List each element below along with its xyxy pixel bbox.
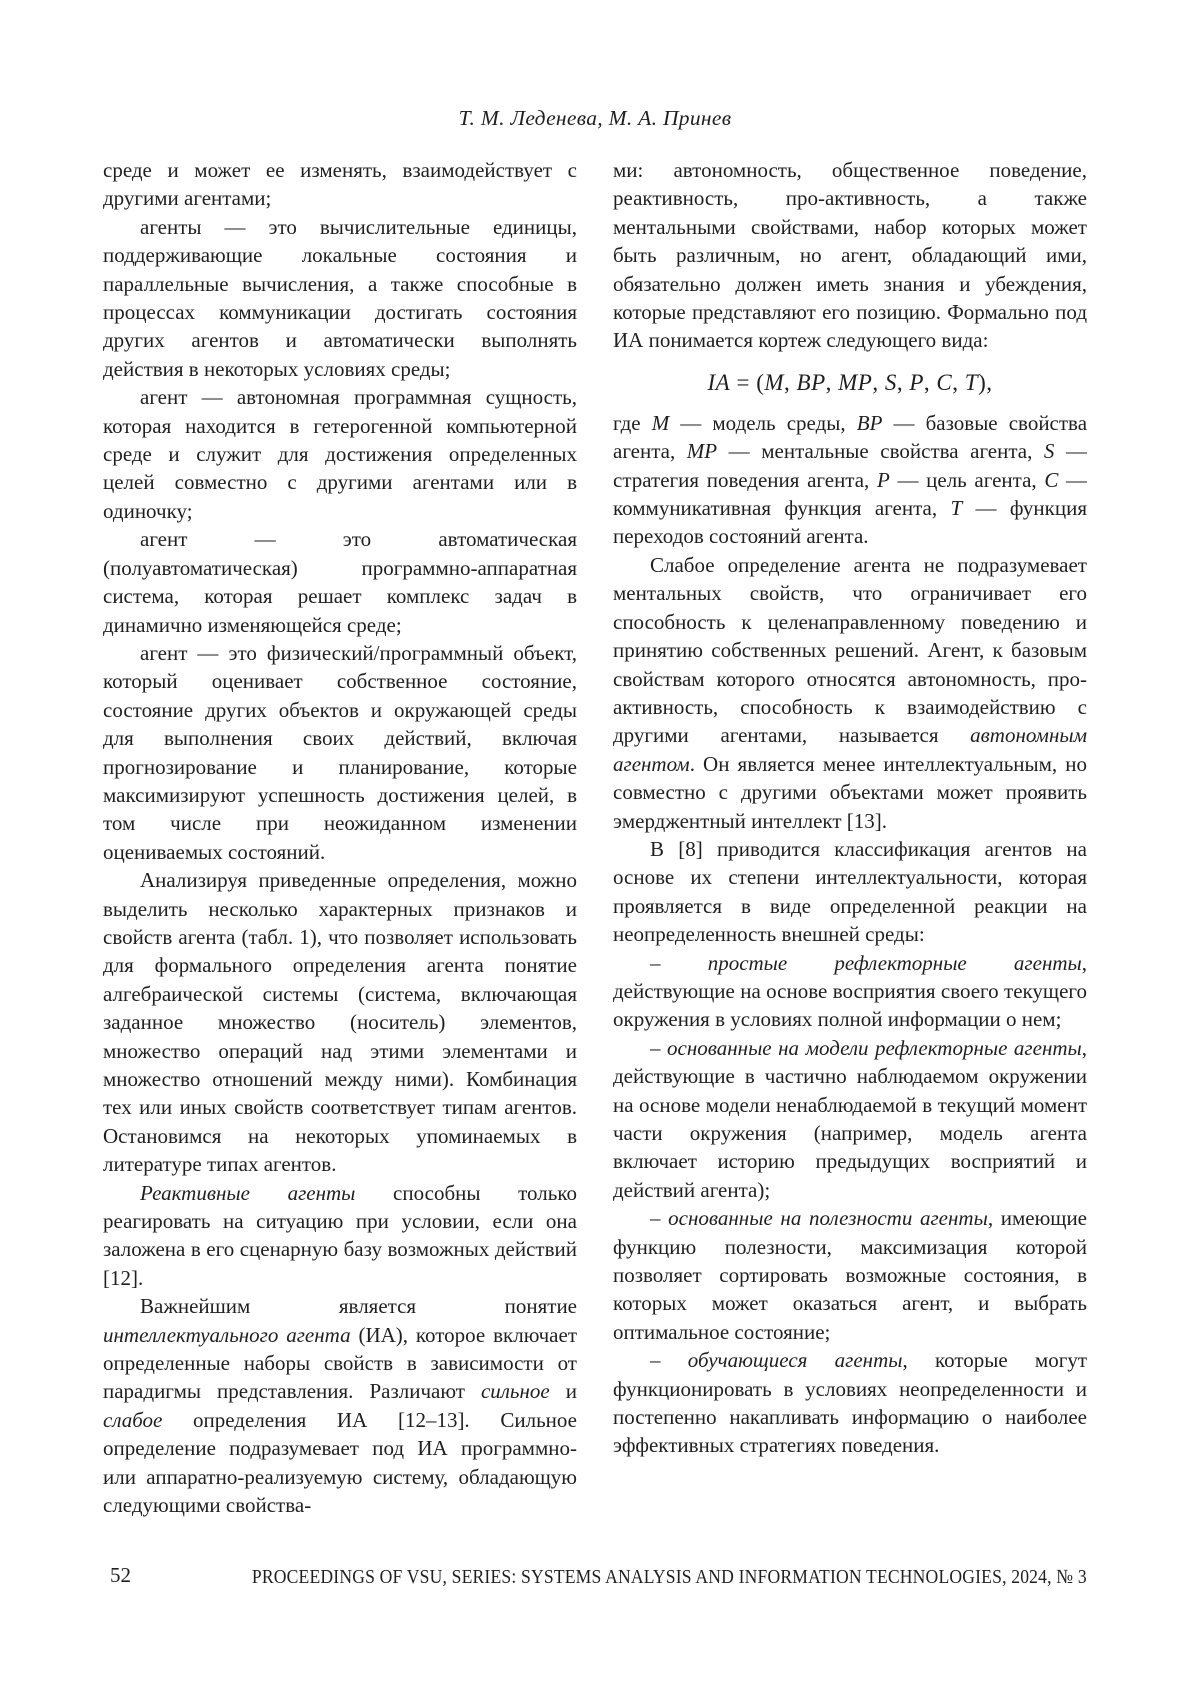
- left-column: [103, 156, 577, 1538]
- text-run: — функция переходов состояний агента.: [613, 496, 1087, 549]
- italic-text-run: MP: [838, 369, 873, 395]
- two-column-text-block: [103, 156, 1087, 1538]
- italic-text-run: S: [1043, 439, 1055, 464]
- italic-text-run: сильное: [480, 1379, 550, 1404]
- text-run: определения ИА [12–13]. Сильное определение подразумевает под ИА программно- или аппаратно-реализуемую систему, обладающую следующими свойства-: [103, 1407, 577, 1518]
- paragraph: [613, 1204, 1087, 1346]
- italic-text-run: основанные на модели рефлекторные агенты: [667, 1035, 1082, 1060]
- italic-text-run: P: [876, 467, 890, 492]
- text-run: ,: [923, 369, 937, 395]
- paragraph: [103, 866, 577, 1178]
- text-run: В [8] приводится классификация агентов на основе их степени интеллектуальности, которая проявляется в виде определенной реакции на неопределенность внешней среды:: [613, 836, 1087, 947]
- paragraph: [103, 1179, 577, 1293]
- text-run: , действующие в частично наблюдаемом окружении на основе модели ненаблюдаемой в текущий момент части окружения (например, модель агента включает историю предыдущих восприятий и действий агента);: [613, 1035, 1087, 1202]
- paragraph: [613, 1034, 1087, 1204]
- text-run: способны только реагировать на ситуацию при условии, если она заложена в его сценарную базу возможных действий [12].: [103, 1180, 577, 1290]
- italic-text-run: обучающиеся агенты: [687, 1348, 903, 1373]
- paragraph: [613, 409, 1087, 551]
- italic-text-run: C: [936, 369, 953, 395]
- text-run: (ИА), которое включает определенные наборы свойств в зависимости от парадигмы представления. Различают: [103, 1322, 577, 1404]
- text-run: ),: [978, 369, 993, 395]
- text-run: агенты — это вычислительные единицы, поддерживающие локальные состояния и параллельные вычисления, а также способные в процессах коммуникации достигать состояния других агентов и автоматически выполнять действия в некоторых условиях среды;: [103, 214, 577, 381]
- text-run: — модель среды,: [669, 410, 857, 435]
- paragraph: [103, 156, 577, 213]
- paragraph: [103, 525, 577, 639]
- italic-text-run: IA: [707, 369, 731, 395]
- text-run: Слабое определение агента не подразумевает ментальных свойств, что ограничивает его способность к целенаправленному поведению и принятию собственных решений. Агент, к базовым свойствам которого относятся автономность, про-активность, способность к взаимодействию с другими агентами, называется: [613, 552, 1087, 748]
- italic-text-run: интеллектуального агента: [103, 1322, 351, 1347]
- text-run: –: [650, 950, 708, 975]
- text-run: среде и может ее изменять, взаимодействует с другими агентами;: [103, 158, 577, 211]
- text-run: — базовые свойства агента,: [613, 410, 1087, 464]
- paragraph: [613, 551, 1087, 835]
- text-run: где: [613, 410, 652, 435]
- text-run: ,: [896, 369, 910, 395]
- italic-text-run: S: [884, 369, 897, 395]
- italic-text-run: простые рефлекторные агенты: [707, 950, 1082, 975]
- italic-text-run: C: [1044, 467, 1059, 492]
- italic-text-run: BP: [796, 369, 826, 395]
- text-run: . Он является менее интеллектуальным, но совместно с другими объектами может проявить эмерджентный интеллект [13].: [613, 751, 1087, 833]
- text-run: агент — это автоматическая (полуавтоматическая) программно-аппаратная система, которая решает комплекс задач в динамично изменяющейся среде;: [103, 527, 577, 637]
- text-run: — стратегия поведения агента,: [613, 439, 1087, 492]
- paragraph: [103, 639, 577, 866]
- text-run: — ментальные свойства агента,: [717, 439, 1044, 464]
- italic-text-run: P: [909, 369, 924, 395]
- right-column: [613, 156, 1087, 1538]
- text-run: — цель агента,: [889, 467, 1045, 492]
- paragraph: [613, 156, 1087, 355]
- italic-text-run: слабое: [103, 1407, 163, 1432]
- italic-text-run: T: [950, 496, 963, 521]
- text-run: агент — автономная программная сущность, которая находится в гетерогенной компьютерной среде и служит для достижения определенных целей совместно с другими агентами или в одиночку;: [103, 385, 577, 523]
- italic-text-run: T: [964, 369, 979, 395]
- paragraph: [103, 1292, 577, 1519]
- text-run: , имеющие функцию полезности, максимизация которой позволяет сортировать возможные состояния, в которых может оказаться агент, и выбрать оптимальное состояние;: [613, 1206, 1087, 1344]
- italic-text-run: автономным агентом: [613, 723, 1087, 776]
- text-run: — коммуникативная функция агента,: [613, 467, 1087, 521]
- text-run: ,: [872, 369, 885, 395]
- text-run: –: [650, 1206, 669, 1231]
- paragraph: [613, 949, 1087, 1034]
- page-number: 52: [110, 1563, 131, 1587]
- text-run: , которые могут функционировать в условиях неопределенности и постепенно накапливать информацию о наиболее эффективных стратегиях поведения.: [613, 1348, 1087, 1458]
- italic-text-run: M: [764, 369, 785, 395]
- text-run: агент — это физический/программный объект, который оценивает собственное состояние, состояние других объектов и окружающей среды для выполнения своих действий, включая прогнозирование и планирование, которые максимизируют успешность достижения целей, в том числе при неожиданном изменении оцениваемых состояний.: [103, 640, 577, 864]
- authors-line: Т. М. Леденева, М. А. Принев: [458, 106, 732, 130]
- paragraph: [613, 835, 1087, 949]
- italic-text-run: MP: [686, 439, 718, 464]
- text-run: = (: [730, 369, 765, 395]
- paragraph: [613, 1346, 1087, 1460]
- text-run: ,: [952, 369, 965, 395]
- italic-text-run: Реактивные агенты: [140, 1180, 356, 1205]
- paragraph: [103, 213, 577, 383]
- text-run: и: [549, 1379, 577, 1404]
- paragraph: [103, 383, 577, 525]
- text-run: –: [650, 1348, 688, 1373]
- italic-text-run: BP: [856, 410, 883, 435]
- text-run: , действующие на основе восприятия своего текущего окружения в условиях полной информации о нем;: [613, 950, 1087, 1032]
- text-run: ми: автономность, общественное поведение, реактивность, про-активность, а также ментальными свойствами, набор которых может быть различным, но агент, обладающий ими, обязательно должен иметь знания и убеждения, которые представляют его позицию. Формально под ИА понимается кортеж следующего вида:: [613, 158, 1087, 353]
- text-run: Анализируя приведенные определения, можно выделить несколько характерных признаков и свойств агента (табл. 1), что позволяет использовать для формального определения агента понятие алгебраической системы (система, включающая заданное множество (носитель) элементов, множество операций над этими элементами и множество отношений между ними). Комбинация тех или иных свойств соответствует типам агентов. Остановимся на некоторых упоминаемых в литературе типах агентов.: [103, 868, 577, 1177]
- formula: [613, 355, 1087, 409]
- journal-footer-line: PROCEEDINGS OF VSU, SERIES: SYSTEMS ANALYSIS AND INFORMATION TECHNOLOGIES, 2024, № 3: [252, 1566, 1087, 1588]
- italic-text-run: основанные на полезности агенты: [668, 1206, 988, 1231]
- text-run: ,: [825, 369, 839, 395]
- text-run: Важнейшим является понятие: [140, 1294, 577, 1319]
- text-run: ,: [784, 369, 797, 395]
- italic-text-run: M: [651, 410, 670, 435]
- text-run: –: [650, 1035, 668, 1060]
